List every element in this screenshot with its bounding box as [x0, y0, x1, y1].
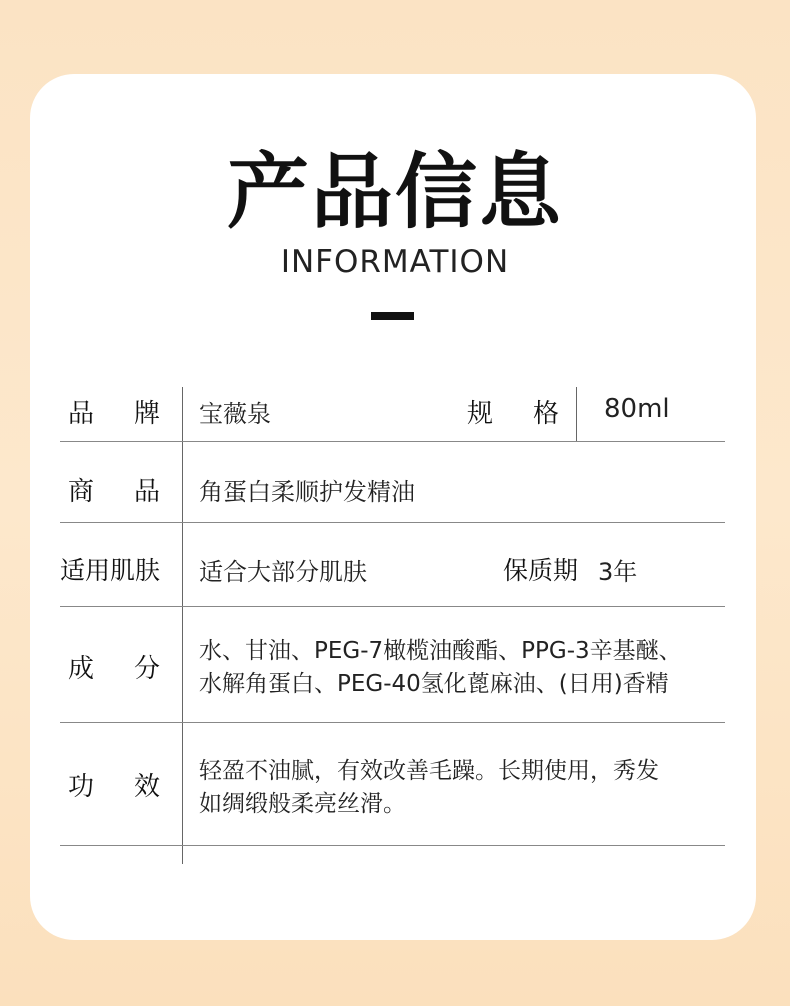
shelf-life-label: 保质期	[503, 556, 579, 585]
spec-value: 80ml	[604, 394, 670, 424]
skin-label: 适用肌肤	[60, 556, 161, 585]
row-divider	[60, 606, 725, 607]
ingredients-line-2: 水解角蛋白、PEG-40氢化蓖麻油、(日用)香精	[199, 671, 669, 697]
row-divider	[60, 522, 725, 523]
table-column-divider	[182, 387, 183, 864]
spec-divider	[576, 387, 577, 441]
product-label: 商 品	[68, 477, 160, 507]
ingredients-label: 成 分	[68, 654, 160, 684]
effect-label: 功 效	[68, 772, 160, 802]
skin-value: 适合大部分肌肤	[199, 558, 367, 586]
product-value: 角蛋白柔顺护发精油	[199, 478, 415, 506]
title-divider	[371, 312, 414, 320]
spec-label: 规 格	[467, 399, 559, 429]
ingredients-line-1: 水、甘油、PEG-7橄榄油酸酯、PPG-3辛基醚、	[199, 638, 682, 664]
effect-line-1: 轻盈不油腻，有效改善毛躁。长期使用，秀发	[199, 758, 659, 784]
shelf-life-value: 3年	[598, 558, 638, 586]
brand-label: 品 牌	[68, 399, 160, 429]
brand-value: 宝薇泉	[199, 400, 271, 428]
row-divider	[60, 441, 725, 442]
row-divider	[60, 845, 725, 846]
page-title: 产品信息	[226, 145, 563, 240]
page-subtitle: INFORMATION	[280, 244, 510, 280]
effect-line-2: 如绸缎般柔亮丝滑。	[199, 791, 406, 817]
row-divider	[60, 722, 725, 723]
